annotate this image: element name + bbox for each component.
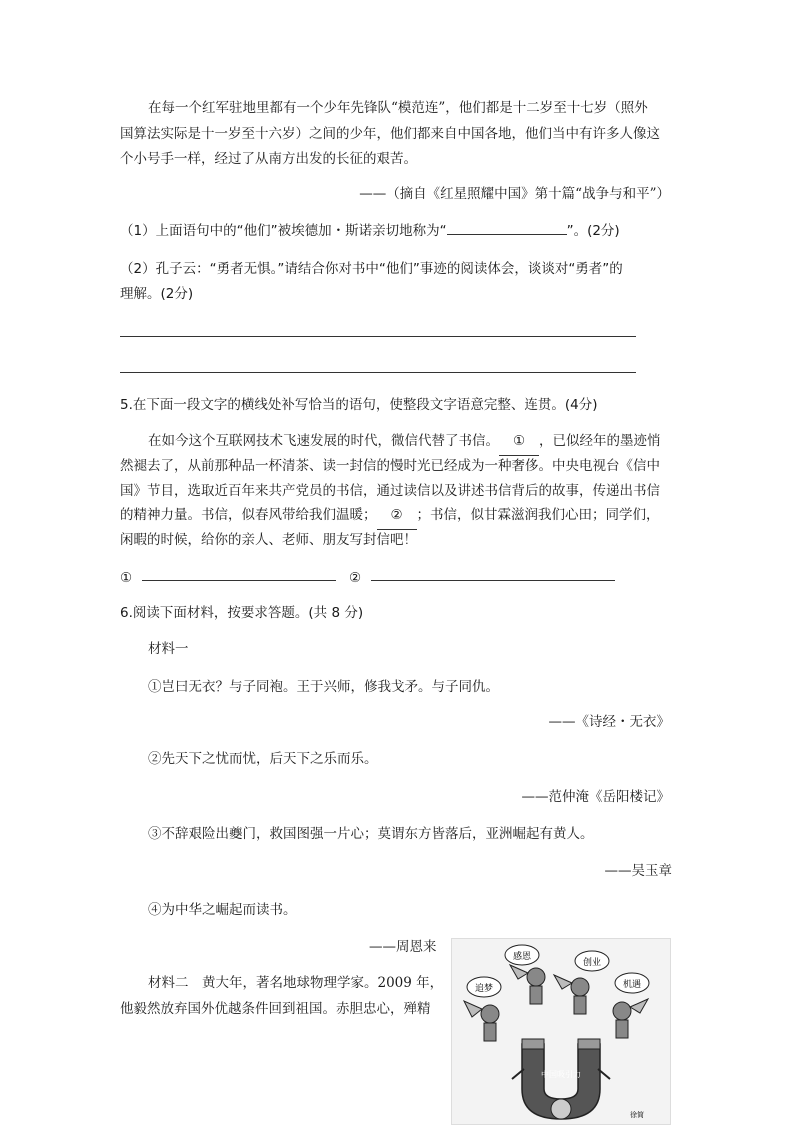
q5-blank-1[interactable]: ① bbox=[499, 428, 539, 456]
q5-title: 5.在下面一段文字的横线处补写恰当的语句，使整段文字语意完整、连贯。(4分) bbox=[120, 397, 598, 413]
q6-title: 6.阅读下面材料，按要求答题。(共 8 分) bbox=[120, 605, 364, 621]
q5-line-5: 闲暇的时候，给你的亲人、老师、朋友写封信吧！ bbox=[120, 532, 417, 548]
q6-item-3-source: ——吴玉章 bbox=[604, 863, 672, 879]
q5-answer-2-label: ② bbox=[349, 570, 362, 586]
q6-item-4: ④为中华之崛起而读书。 bbox=[148, 902, 297, 918]
q4-part2-line1: （2）孔子云：“勇者无惧。”请结合你对书中“他们”事迹的阅读体会，谈谈对“勇者”的 bbox=[120, 261, 623, 277]
passage-source: ——（摘自《红星照耀中国》第十篇“战争与和平”） bbox=[359, 186, 670, 202]
q6-item-2-source: ——范仲淹《岳阳楼记》 bbox=[521, 789, 670, 805]
q6-item-1-source: ——《诗经・无衣》 bbox=[548, 714, 670, 730]
q5-answer-2-line[interactable] bbox=[371, 580, 615, 581]
passage-line-1: 在每一个红军驻地里都有一个少年先锋队“模范连”，他们都是十二岁至十七岁（照外 bbox=[148, 100, 648, 116]
q4-part1-prefix: （1）上面语句中的“他们”被埃德加・斯诺亲切地称为“ bbox=[120, 223, 447, 239]
q6-item-4-source: ——周恩来 bbox=[369, 939, 437, 955]
q5-line-1 bbox=[148, 428, 728, 456]
q5-line-4 bbox=[120, 502, 720, 530]
q5-line4-b: ；书信，似甘霖滋润我们心田；同学们， bbox=[416, 507, 660, 523]
q5-line-2: 然褪去了，从前那种品一杯清茶、读一封信的慢时光已经成为一种奢侈。中央电视台《信中 bbox=[120, 458, 660, 474]
q6-item-3: ③不辞艰险出夔门，救国图强一片心；莫谓东方皆落后，亚洲崛起有黄人。 bbox=[148, 826, 594, 842]
q6-material2-line2: 他毅然放弃国外优越条件回到祖国。赤胆忠心，殚精 bbox=[120, 1001, 431, 1017]
q5-line-3: 国》节目，选取近百年来共产党员的书信，通过读信以及讲述书信背后的故事，传递出书信 bbox=[120, 483, 660, 499]
q5-answer-1-label: ① bbox=[120, 570, 133, 586]
q6-item-2: ②先天下之忧而忧，后天下之乐而乐。 bbox=[148, 751, 378, 767]
bubble-1: 感恩 bbox=[512, 952, 532, 962]
passage-line-2: 国算法实际是十一岁至十六岁）之间的少年，他们都来自中国各地，他们当中有许多人像这 bbox=[120, 126, 660, 142]
passage-line-3: 个小号手一样，经过了从南方出发的长征的艰苦。 bbox=[120, 151, 417, 167]
q4-part1-suffix: ”。(2分) bbox=[566, 223, 620, 239]
q4-answer-line-1[interactable] bbox=[120, 336, 636, 337]
q5-line4-a: 的精神力量。书信，似春风带给我们温暖； bbox=[120, 507, 377, 523]
q4-part2-line2: 理解。(2分) bbox=[120, 286, 194, 302]
bubble-2: 创业 bbox=[582, 958, 602, 968]
q6-item-1: ①岂曰无衣？与子同袍。王于兴师，修我戈矛。与子同仇。 bbox=[148, 679, 499, 695]
q4-part1 bbox=[120, 218, 720, 245]
artist-signature: 徐简 bbox=[630, 1111, 644, 1119]
q5-blank-2[interactable]: ② bbox=[377, 502, 417, 530]
q5-line1-a: 在如今这个互联网技术飞速发展的时代，微信代替了书信。 bbox=[148, 433, 499, 449]
magnet-label: 中国吸引力 bbox=[541, 1070, 581, 1079]
q4-answer-line-2[interactable] bbox=[120, 372, 636, 373]
q5-answer-1-line[interactable] bbox=[142, 580, 336, 581]
cartoon-illustration bbox=[451, 938, 671, 1125]
bubble-4: 机遇 bbox=[622, 980, 642, 990]
cartoon-svg bbox=[452, 939, 670, 1124]
q5-line1-b: ，已似经年的墨迹悄 bbox=[539, 433, 661, 449]
bubble-3: 追梦 bbox=[474, 984, 494, 994]
q4-part1-blank[interactable] bbox=[447, 220, 567, 235]
q6-material1-label: 材料一 bbox=[148, 641, 189, 657]
q6-material2-line1: 材料二 黄大年，著名地球物理学家。2009 年， bbox=[148, 975, 444, 991]
